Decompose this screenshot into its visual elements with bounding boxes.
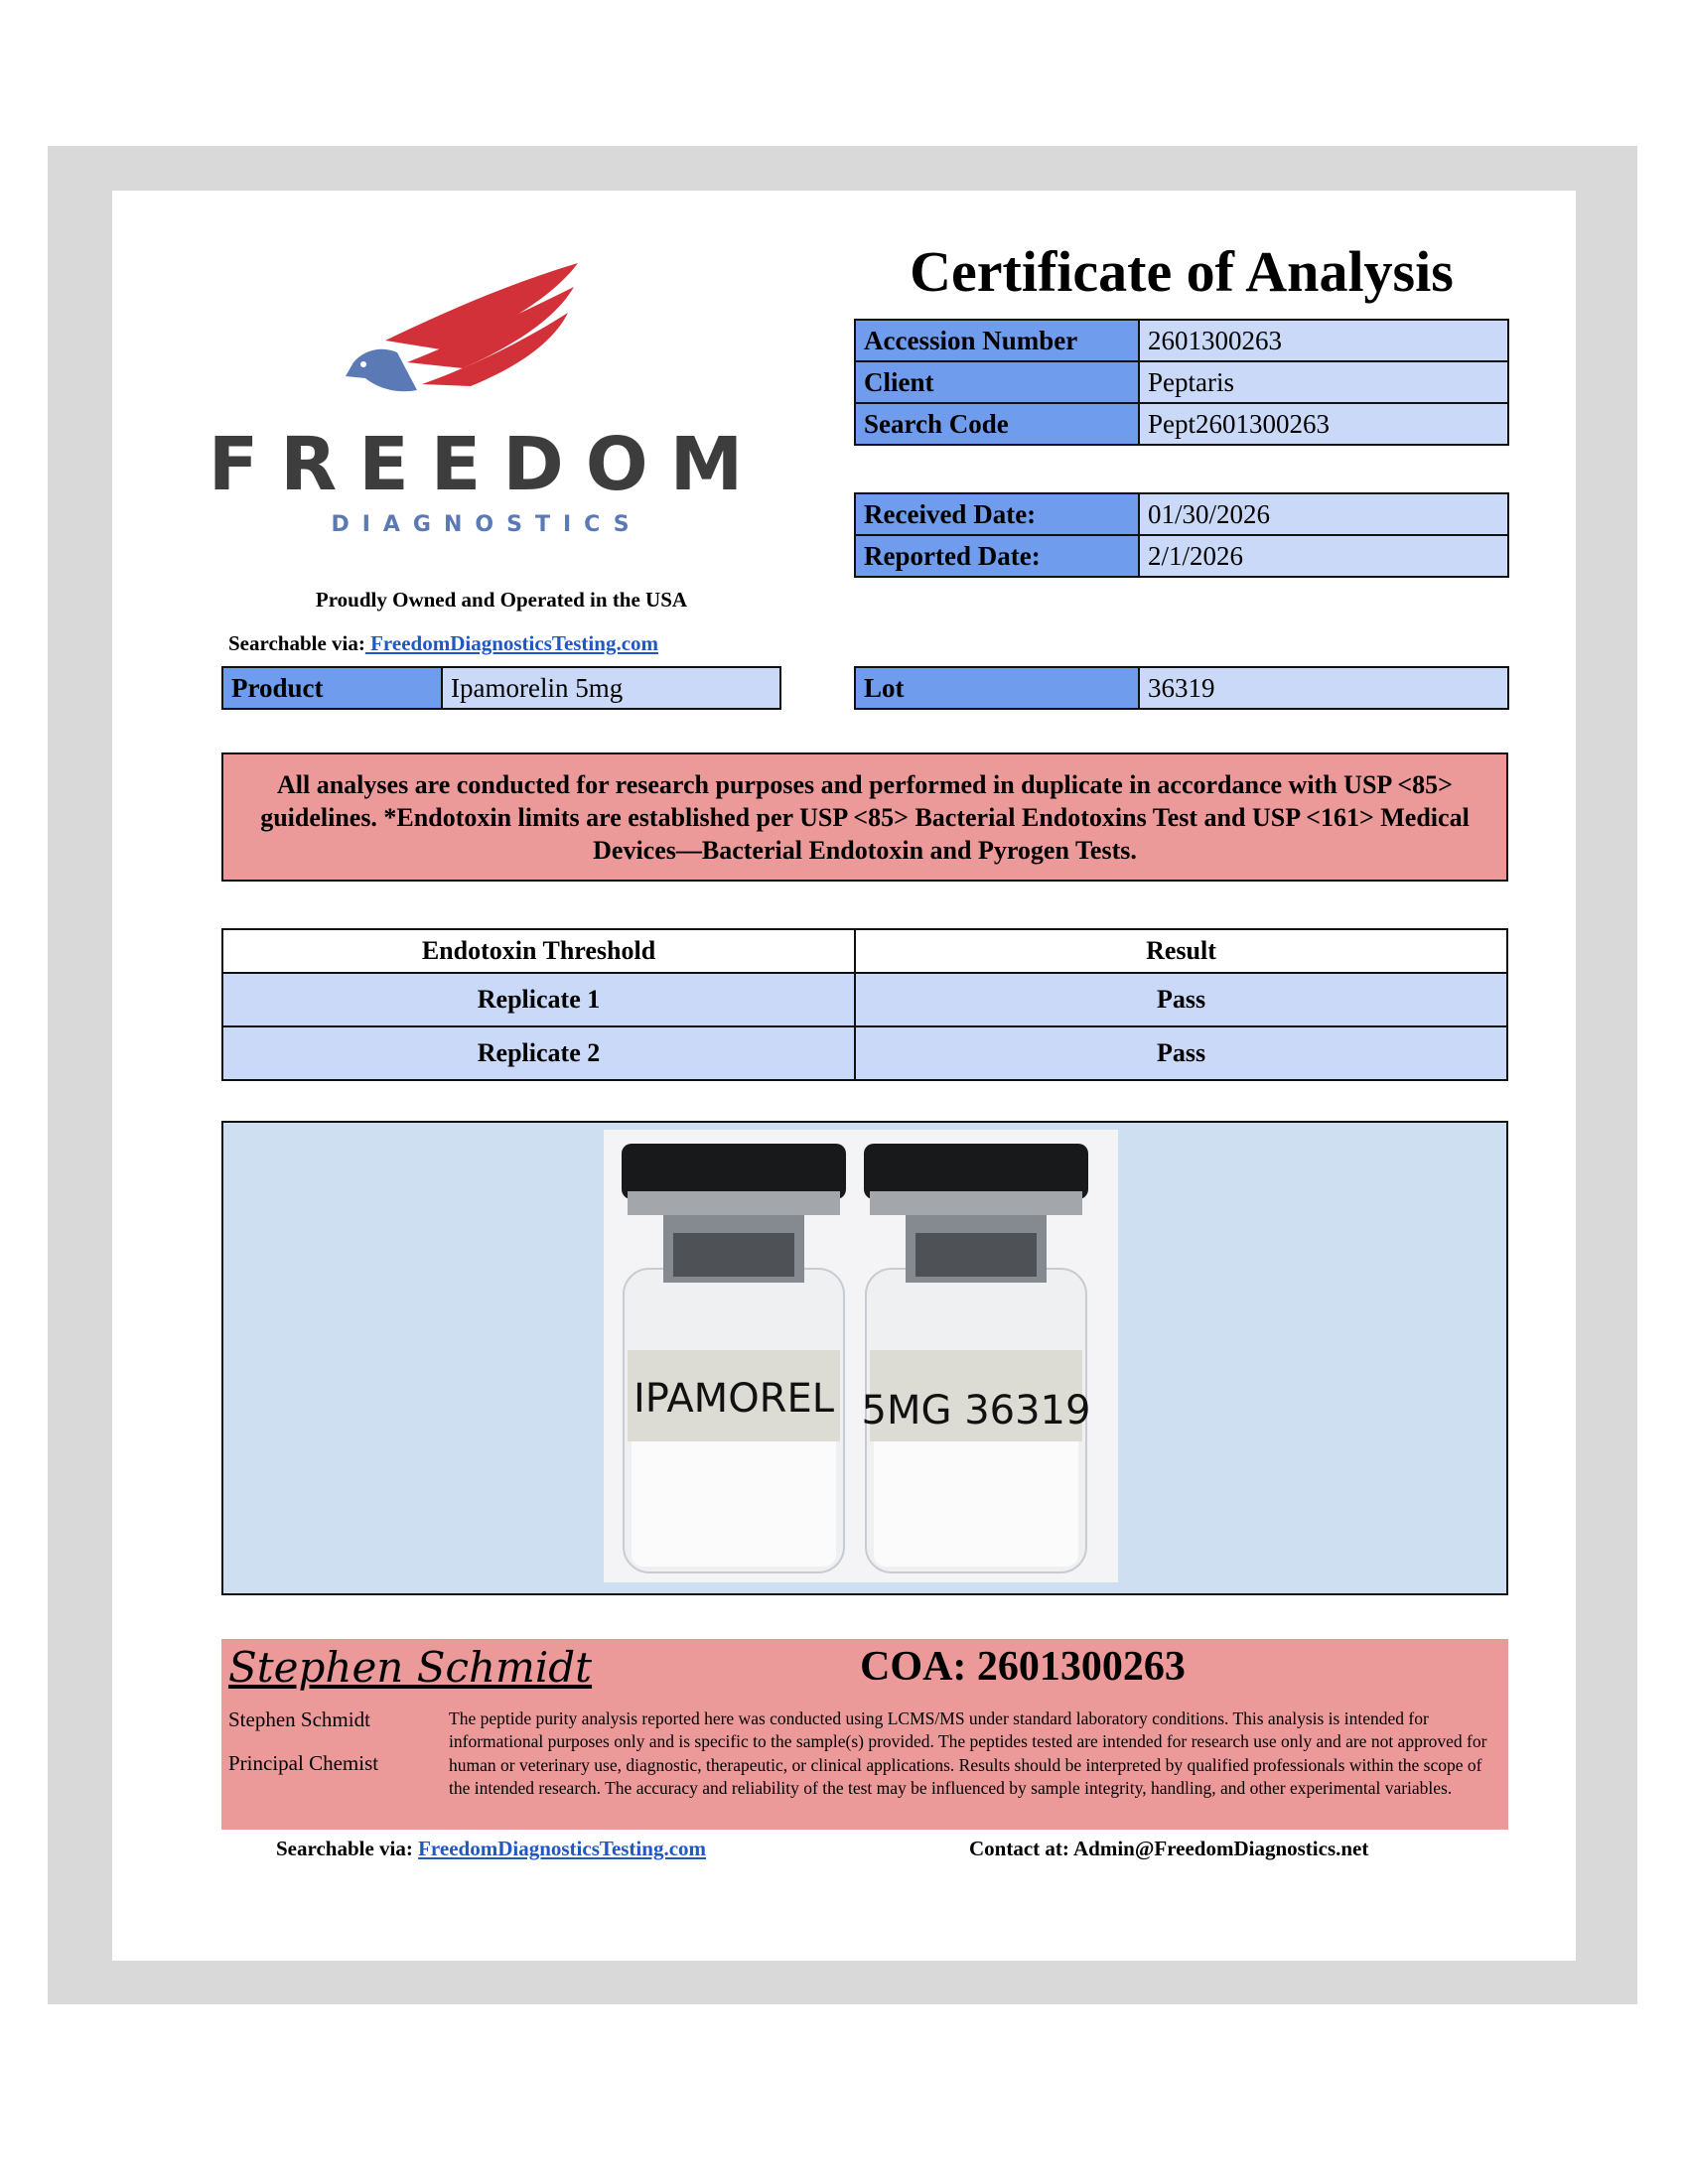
dates-table: [854, 492, 1509, 578]
searchable-label: Searchable via:: [276, 1837, 413, 1860]
coa-number: COA: 2601300263: [860, 1644, 1186, 1690]
searchable-via-bottom: [276, 1837, 706, 1861]
product-label: Product: [222, 667, 442, 709]
vial-label-right: 5MG 36319: [861, 1388, 1091, 1433]
website-link-bottom[interactable]: FreedomDiagnosticsTesting.com: [418, 1837, 707, 1860]
vial-label-left: IPAMOREL: [633, 1376, 835, 1422]
website-link-top[interactable]: FreedomDiagnosticsTesting.com: [364, 631, 659, 655]
vial-left: [622, 1144, 846, 1572]
replicate-label: Replicate 1: [222, 973, 855, 1026]
replicate-label: Replicate 2: [222, 1026, 855, 1080]
accession-table: [854, 319, 1509, 446]
results-header-result: Result: [855, 929, 1507, 973]
eagle-flag-icon: [346, 263, 578, 391]
page-title: Certificate of Analysis: [910, 239, 1454, 304]
signer-name: Stephen Schmidt: [228, 1707, 370, 1731]
vial-right: [862, 1144, 1091, 1572]
reported-date-value: 2/1/2026: [1139, 535, 1508, 577]
searchable-label: Searchable via:: [228, 631, 365, 655]
client-label: Client: [855, 361, 1139, 403]
contact-email: Contact at: Admin@FreedomDiagnostics.net: [969, 1837, 1369, 1860]
received-date-value: 01/30/2026: [1139, 493, 1508, 535]
results-table: [221, 928, 1508, 1081]
tagline: Proudly Owned and Operated in the USA: [315, 588, 688, 612]
received-date-label: Received Date:: [855, 493, 1139, 535]
results-header-threshold: Endotoxin Threshold: [222, 929, 855, 973]
vials-photo: [604, 1130, 1118, 1582]
reported-date-label: Reported Date:: [855, 535, 1139, 577]
brand-name: FREEDOM: [208, 422, 766, 507]
product-table: [221, 666, 781, 710]
lot-label: Lot: [855, 667, 1139, 709]
client-value: Peptaris: [1139, 361, 1508, 403]
search-code-value: Pept2601300263: [1139, 403, 1508, 445]
searchable-via-top: [228, 631, 658, 656]
analysis-notice: All analyses are conducted for research purposes and performed in duplicate in accordance with USP <85> guidelines. *Endotoxin limits are established per USP <85> Bacterial Endotoxins Test and USP <161> Medical Devices—Bacterial Endotoxin and Pyrogen Tests.: [221, 752, 1508, 882]
product-value: Ipamorelin 5mg: [442, 667, 780, 709]
lot-value: 36319: [1139, 667, 1508, 709]
lot-table: [854, 666, 1509, 710]
freedom-diagnostics-logo: [208, 263, 766, 551]
accession-value: 2601300263: [1139, 320, 1508, 361]
replicate-result: Pass: [855, 973, 1507, 1026]
accession-label: Accession Number: [855, 320, 1139, 361]
signer-title: Principal Chemist: [228, 1751, 379, 1775]
table-row: [222, 973, 1507, 1026]
disclaimer-text: The peptide purity analysis reported here was conducted using LCMS/MS under standard laboratory conditions. This analysis is intended for informational purposes only and is specific to the sample(s) provided. The peptides tested are intended for research use only and are not approved for human or veterinary use, diagnostic, therapeutic, or clinical applications. Results should be interpreted by qualified professionals within the scope of the intended research. The accuracy and reliability of the test may be influenced by sample integrity, handling, and other experimental variables.: [449, 1708, 1487, 1798]
replicate-result: Pass: [855, 1026, 1507, 1080]
table-row: [222, 1026, 1507, 1080]
signature: Stephen Schmidt: [228, 1643, 593, 1692]
search-code-label: Search Code: [855, 403, 1139, 445]
brand-sub: DIAGNOSTICS: [331, 512, 642, 537]
